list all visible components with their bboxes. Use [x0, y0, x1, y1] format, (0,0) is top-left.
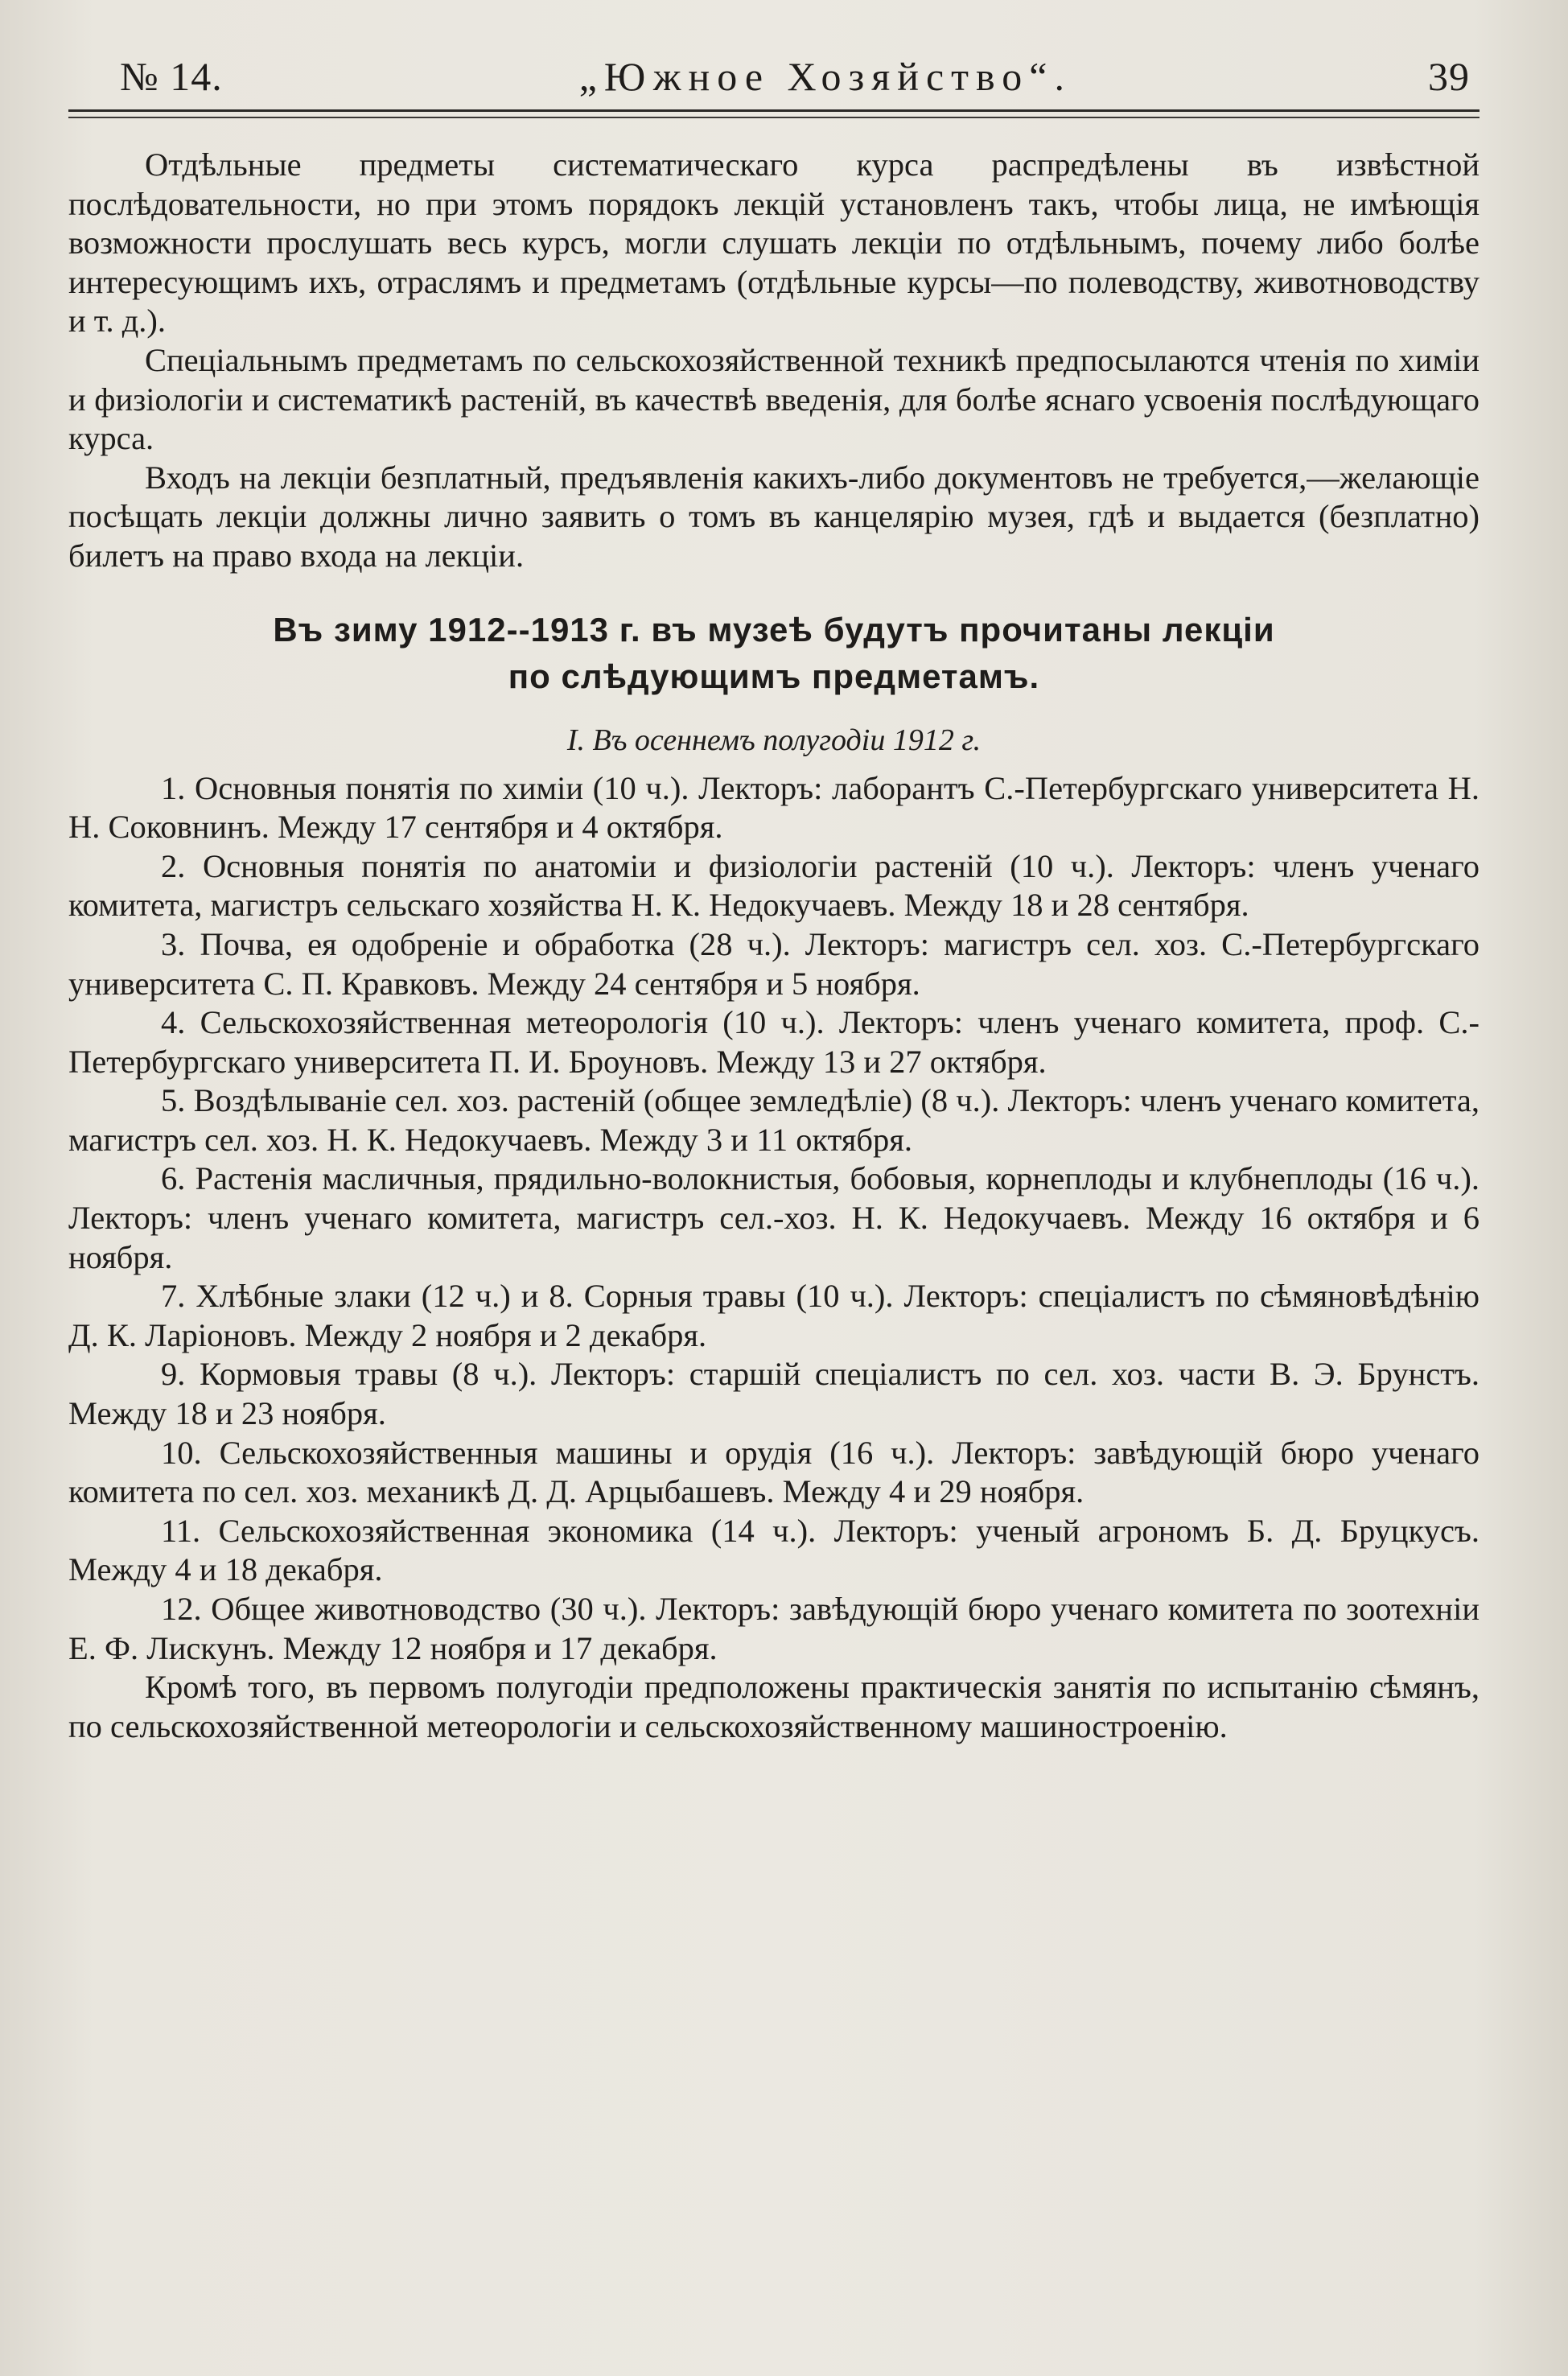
semester-subheading: I. Въ осеннемъ полугодіи 1912 г.: [566, 723, 982, 757]
page-number: 39: [1428, 54, 1470, 99]
lecture-item: 9. Кормовыя травы (8 ч.). Лекторъ: старшій спеціалистъ по сел. хоз. части В. Э. Брунстъ. Между 18 и 23 ноября.: [68, 1356, 1480, 1432]
lecture-item: 11. Сельскохозяйственная экономика (14 ч.). Лекторъ: ученый агрономъ Б. Д. Бруцкусъ. Между 4 и 18 декабря.: [68, 1512, 1480, 1588]
lecture-item: 5. Воздѣлываніе сел. хоз. растеній (общее земледѣліе) (8 ч.). Лекторъ: членъ ученаго комитета, магистръ сел. хоз. Н. К. Недокучаевъ. Между 3 и 11 октября.: [68, 1082, 1480, 1158]
lecture-item: 1. Основныя понятія по химіи (10 ч.). Лекторъ: лаборантъ С.-Петербургскаго университета Н. Н. Соковнинъ. Между 17 сентября и 4 октября.: [68, 769, 1480, 846]
journal-title: „Южное Хозяйство“.: [578, 54, 1072, 99]
body-text: [68, 146, 1480, 1746]
closing-paragraph: Кромѣ того, въ первомъ полугодіи предположены практическія занятія по испытанію сѣмянъ, по сельскохозяйственной метеорологіи и сельскохозяйственному машиностроенію.: [68, 1669, 1480, 1744]
lecture-item: 6. Растенія масличныя, прядильно-волокнистыя, бобовыя, корнеплоды и клубнеплоды (16 ч.). Лекторъ: членъ ученаго комитета, магистръ сел.-хоз. Н. К. Недокучаевъ. Между 16 октября и 6 ноября.: [68, 1160, 1480, 1275]
lecture-item: 10. Сельскохозяйственныя машины и орудія (16 ч.). Лекторъ: завѣдующій бюро ученаго комитета по сел. хоз. механикѣ Д. Д. Арцыбашевъ. Между 4 и 29 ноября.: [68, 1434, 1480, 1510]
lecture-item: 3. Почва, ея одобреніе и обработка (28 ч.). Лекторъ: магистръ сел. хоз. С.-Петербургскаго университета С. П. Кравковъ. Между 24 сентября и 5 ноября.: [68, 925, 1480, 1002]
section-heading-line: по слѣдующимъ предметамъ.: [508, 657, 1040, 695]
lecture-item: 4. Сельскохозяйственная метеорологія (10 ч.). Лекторъ: членъ ученаго комитета, проф. С.-Петербургскаго университета П. И. Броуновъ. Между 13 и 27 октября.: [68, 1004, 1480, 1080]
intro-paragraph: Отдѣльные предметы систематическаго курса распредѣлены въ извѣстной послѣдовательности, но при этомъ порядокъ лекцій установленъ такъ, чтобы лица, не имѣющія возможности прослушать весь курсъ, могли слушать лекціи по отдѣльнымъ, почему либо болѣе интересующимъ ихъ, отраслямъ и предметамъ (отдѣльные курсы—по полеводству, животноводству и т. д.).: [68, 146, 1480, 340]
header-rule: [68, 109, 1480, 112]
section-heading: [68, 607, 1480, 700]
intro-paragraph: Спеціальнымъ предметамъ по сельскохозяйственной техникѣ предпосылаются чтенія по химіи и физіологіи и систематикѣ растеній, въ качествѣ введенія, для болѣе яснаго усвоенія послѣдующаго курса.: [68, 341, 1480, 457]
section-heading-line: Въ зиму 1912--1913 г. въ музеѣ будутъ прочитаны лекціи: [273, 610, 1275, 649]
lecture-item: 7. Хлѣбные злаки (12 ч.) и 8. Сорныя травы (10 ч.). Лекторъ: спеціалистъ по сѣмяновѣдѣнію Д. К. Ларіоновъ. Между 2 ноября и 2 декабря.: [68, 1278, 1480, 1353]
lecture-item: 12. Общее животноводство (30 ч.). Лекторъ: завѣдующій бюро ученаго комитета по зоотехніи Е. Ф. Лискунъ. Между 12 ноября и 17 декабря.: [68, 1591, 1480, 1666]
intro-paragraph: Входъ на лекціи безплатный, предъявленія какихъ-либо документовъ не требуется,—желающіе посѣщать лекціи должны лично заявить о томъ въ канцелярію музея, гдѣ и выдается (безплатно) билетъ на право входа на лекціи.: [68, 459, 1480, 574]
header-rule-secondary: [68, 117, 1480, 118]
lecture-item: 2. Основныя понятія по анатоміи и физіологіи растеній (10 ч.). Лекторъ: членъ ученаго комитета, магистръ сельскаго хозяйства Н. К. Недокучаевъ. Между 18 и 28 сентября.: [68, 847, 1480, 924]
lecture-list: [68, 769, 1480, 1669]
issue-number: № 14.: [120, 54, 223, 99]
running-header: [68, 56, 1480, 97]
